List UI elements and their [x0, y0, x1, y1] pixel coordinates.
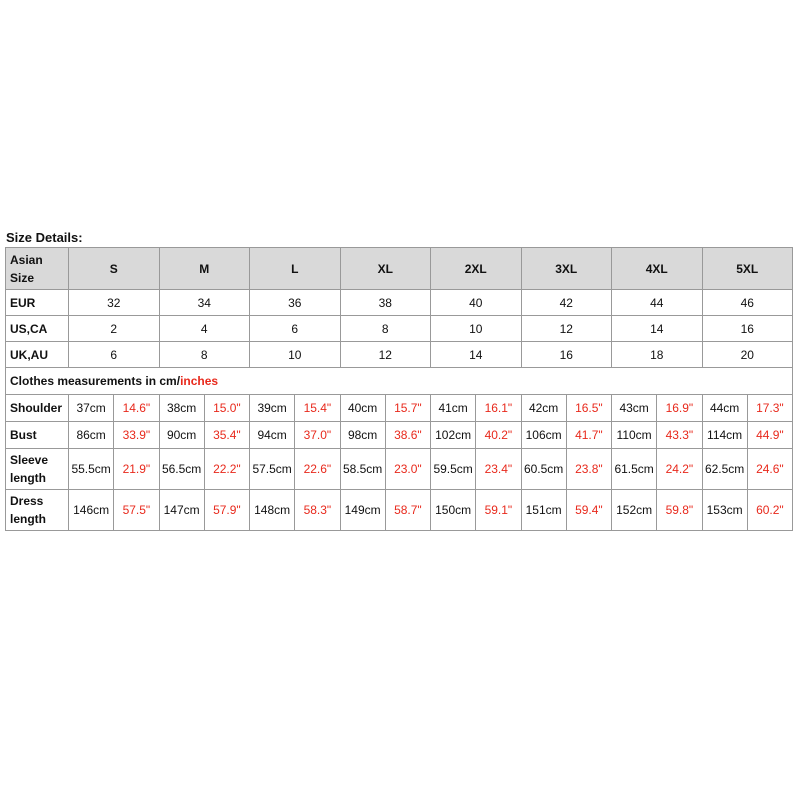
conversion-value: 42 — [521, 290, 612, 316]
conversion-value: 14 — [612, 316, 703, 342]
conversion-value: 18 — [612, 342, 703, 368]
conversion-value: 46 — [702, 290, 793, 316]
measurement-inches: 57.9" — [204, 490, 249, 531]
measurement-inches: 58.7" — [385, 490, 430, 531]
conversion-value: 32 — [69, 290, 160, 316]
measurement-cm: 41cm — [431, 395, 476, 422]
size-header-cell: 3XL — [521, 248, 612, 290]
conversion-value: 20 — [702, 342, 793, 368]
size-chart-body — [6, 248, 793, 531]
size-header-cell: 2XL — [431, 248, 522, 290]
measurement-cm: 58.5cm — [340, 449, 385, 490]
measurement-cm: 61.5cm — [612, 449, 657, 490]
measurement-inches: 23.4" — [476, 449, 521, 490]
measurement-inches: 24.6" — [747, 449, 792, 490]
measurement-row — [6, 395, 793, 422]
measurement-inches: 58.3" — [295, 490, 340, 531]
measurement-cm: 40cm — [340, 395, 385, 422]
measurement-cm: 38cm — [159, 395, 204, 422]
measurement-cm: 153cm — [702, 490, 747, 531]
conversion-label: EUR — [6, 290, 69, 316]
size-details-title: Size Details: — [6, 230, 83, 245]
measurement-inches: 43.3" — [657, 422, 702, 449]
conversion-value: 16 — [521, 342, 612, 368]
conversion-value: 14 — [431, 342, 522, 368]
conversion-label: UK,AU — [6, 342, 69, 368]
size-header-cell: 5XL — [702, 248, 793, 290]
measurement-cm: 55.5cm — [69, 449, 114, 490]
measurement-cm: 39cm — [250, 395, 295, 422]
conversion-value: 34 — [159, 290, 250, 316]
measurement-cm: 149cm — [340, 490, 385, 531]
measurement-row — [6, 422, 793, 449]
measurement-inches: 59.1" — [476, 490, 521, 531]
measurement-inches: 15.0" — [204, 395, 249, 422]
measurement-inches: 24.2" — [657, 449, 702, 490]
conversion-value: 8 — [159, 342, 250, 368]
measurements-heading-row — [6, 368, 793, 395]
conversion-value: 38 — [340, 290, 431, 316]
measurement-inches: 37.0" — [295, 422, 340, 449]
conversion-value: 6 — [69, 342, 160, 368]
conversion-value: 16 — [702, 316, 793, 342]
measurement-cm: 98cm — [340, 422, 385, 449]
size-header-cell: XL — [340, 248, 431, 290]
measurement-inches: 16.1" — [476, 395, 521, 422]
measurement-cm: 110cm — [612, 422, 657, 449]
conversion-row — [6, 342, 793, 368]
measurement-cm: 86cm — [69, 422, 114, 449]
measurement-inches: 57.5" — [114, 490, 159, 531]
conversion-value: 12 — [340, 342, 431, 368]
measurement-inches: 41.7" — [566, 422, 611, 449]
measurement-cm: 94cm — [250, 422, 295, 449]
measurement-inches: 35.4" — [204, 422, 249, 449]
measurement-inches: 17.3" — [747, 395, 792, 422]
conversion-value: 12 — [521, 316, 612, 342]
measurement-inches: 60.2" — [747, 490, 792, 531]
conversion-value: 44 — [612, 290, 703, 316]
measurement-cm: 146cm — [69, 490, 114, 531]
measurement-cm: 148cm — [250, 490, 295, 531]
conversion-value: 4 — [159, 316, 250, 342]
measurement-cm: 42cm — [521, 395, 566, 422]
conversion-value: 2 — [69, 316, 160, 342]
measurement-inches: 16.5" — [566, 395, 611, 422]
measurement-inches: 22.2" — [204, 449, 249, 490]
measurement-inches: 15.7" — [385, 395, 430, 422]
measurement-row — [6, 449, 793, 490]
measurement-row — [6, 490, 793, 531]
size-header-cell: 4XL — [612, 248, 703, 290]
size-header-cell: M — [159, 248, 250, 290]
conversion-value: 6 — [250, 316, 341, 342]
measurement-cm: 37cm — [69, 395, 114, 422]
conversion-value: 10 — [431, 316, 522, 342]
measurement-cm: 114cm — [702, 422, 747, 449]
measurement-inches: 40.2" — [476, 422, 521, 449]
measurement-cm: 56.5cm — [159, 449, 204, 490]
measurement-inches: 33.9" — [114, 422, 159, 449]
measurements-heading-inches: inches — [180, 374, 219, 388]
measurement-cm: 151cm — [521, 490, 566, 531]
conversion-row — [6, 290, 793, 316]
measurement-cm: 106cm — [521, 422, 566, 449]
conversion-value: 36 — [250, 290, 341, 316]
measurement-inches: 38.6" — [385, 422, 430, 449]
measurement-label: Sleeve length — [6, 449, 69, 490]
header-label: Asian Size — [6, 248, 69, 290]
measurement-inches: 14.6" — [114, 395, 159, 422]
conversion-row — [6, 316, 793, 342]
measurement-inches: 21.9" — [114, 449, 159, 490]
measurement-cm: 90cm — [159, 422, 204, 449]
measurement-label: Shoulder — [6, 395, 69, 422]
measurement-cm: 60.5cm — [521, 449, 566, 490]
measurement-cm: 102cm — [431, 422, 476, 449]
measurement-cm: 57.5cm — [250, 449, 295, 490]
measurement-inches: 23.8" — [566, 449, 611, 490]
measurement-inches: 44.9" — [747, 422, 792, 449]
size-header-cell: L — [250, 248, 341, 290]
measurement-inches: 59.4" — [566, 490, 611, 531]
conversion-label: US,CA — [6, 316, 69, 342]
measurement-cm: 59.5cm — [431, 449, 476, 490]
measurement-inches: 15.4" — [295, 395, 340, 422]
measurement-cm: 62.5cm — [702, 449, 747, 490]
measurements-heading — [6, 368, 793, 395]
measurement-inches: 16.9" — [657, 395, 702, 422]
measurements-heading-text: Clothes measurements in cm/ — [10, 374, 181, 388]
size-header-cell: S — [69, 248, 160, 290]
measurement-cm: 147cm — [159, 490, 204, 531]
size-header-row — [6, 248, 793, 290]
measurement-cm: 44cm — [702, 395, 747, 422]
measurement-inches: 59.8" — [657, 490, 702, 531]
measurement-label: Dress length — [6, 490, 69, 531]
measurement-inches: 22.6" — [295, 449, 340, 490]
measurement-label: Bust — [6, 422, 69, 449]
size-chart-table — [5, 247, 793, 531]
measurement-inches: 23.0" — [385, 449, 430, 490]
conversion-value: 10 — [250, 342, 341, 368]
conversion-value: 40 — [431, 290, 522, 316]
conversion-value: 8 — [340, 316, 431, 342]
measurement-cm: 150cm — [431, 490, 476, 531]
measurement-cm: 43cm — [612, 395, 657, 422]
measurement-cm: 152cm — [612, 490, 657, 531]
